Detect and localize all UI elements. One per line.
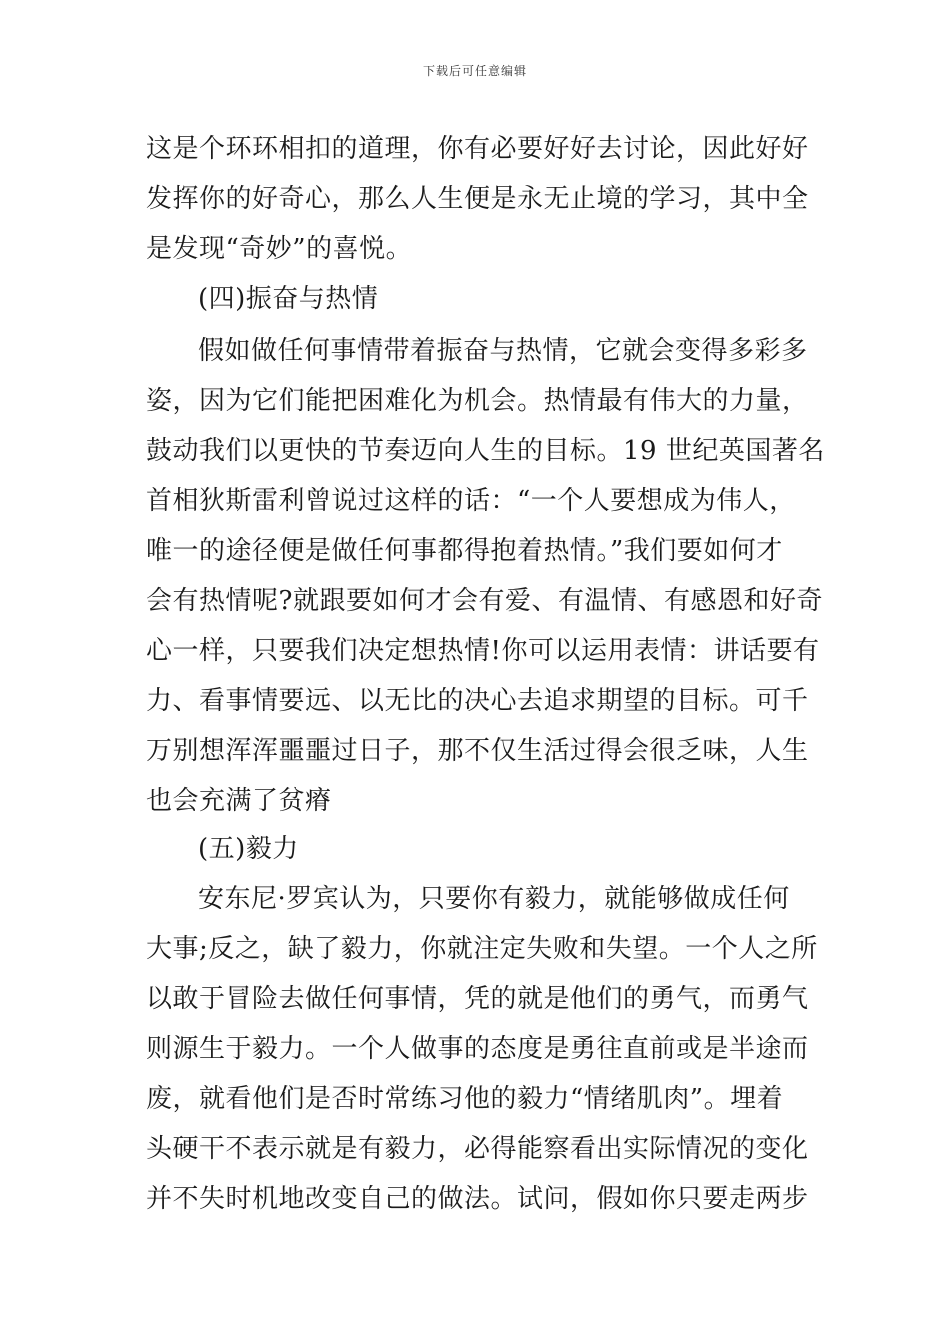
text-line: 鼓动我们以更快的节奏迈向人生的目标。19 世纪英国著名	[146, 436, 825, 466]
text-line: 万别想浑浑噩噩过日子，那不仅生活过得会很乏味，人生	[146, 736, 809, 766]
text-line: 废，就看他们是否时常练习他的毅力“情绪肌肉”。埋着	[146, 1084, 784, 1114]
text-line: 这是个环环相扣的道理，你有必要好好去讨论，因此好好	[146, 134, 809, 164]
text-line: 力、看事情要远、以无比的决心去追求期望的目标。可千	[146, 686, 809, 716]
text-line: 安东尼·罗宾认为，只要你有毅力，就能够做成任何	[198, 884, 790, 914]
text-line: 首相狄斯雷利曾说过这样的话：“一个人要想成为伟人，	[146, 486, 796, 516]
text-line: 并不失时机地改变自己的做法。试问，假如你只要走两步	[146, 1184, 809, 1214]
text-line: 会有热情呢?就跟要如何才会有爱、有温情、有感恩和好奇	[146, 586, 823, 616]
text-line: 头硬干不表示就是有毅力，必得能察看出实际情况的变化	[146, 1134, 809, 1164]
section-heading: (四)振奋与热情	[198, 284, 379, 314]
section-heading: (五)毅力	[198, 834, 299, 864]
text-line: 唯一的途径便是做任何事都得抱着热情。”我们要如何才	[146, 536, 783, 566]
text-line: 则源生于毅力。一个人做事的态度是勇往直前或是半途而	[146, 1034, 809, 1064]
page-header: 下载后可任意编辑	[422, 64, 527, 78]
text-line: 姿，因为它们能把困难化为机会。热情最有伟大的力量，	[146, 386, 809, 416]
text-line: 以敢于冒险去做任何事情，凭的就是他们的勇气，而勇气	[146, 984, 809, 1014]
text-line: 发挥你的好奇心，那么人生便是永无止境的学习，其中全	[146, 184, 809, 214]
text-line: 假如做任何事情带着振奋与热情，它就会变得多彩多	[198, 336, 808, 366]
text-line: 大事;反之，缺了毅力，你就注定失败和失望。一个人之所	[146, 934, 818, 964]
text-line: 是发现“奇妙”的喜悦。	[146, 234, 413, 264]
text-line: 心一样，只要我们决定想热情!你可以运用表情：讲话要有	[146, 636, 820, 666]
text-line: 也会充满了贫瘠	[146, 786, 332, 816]
